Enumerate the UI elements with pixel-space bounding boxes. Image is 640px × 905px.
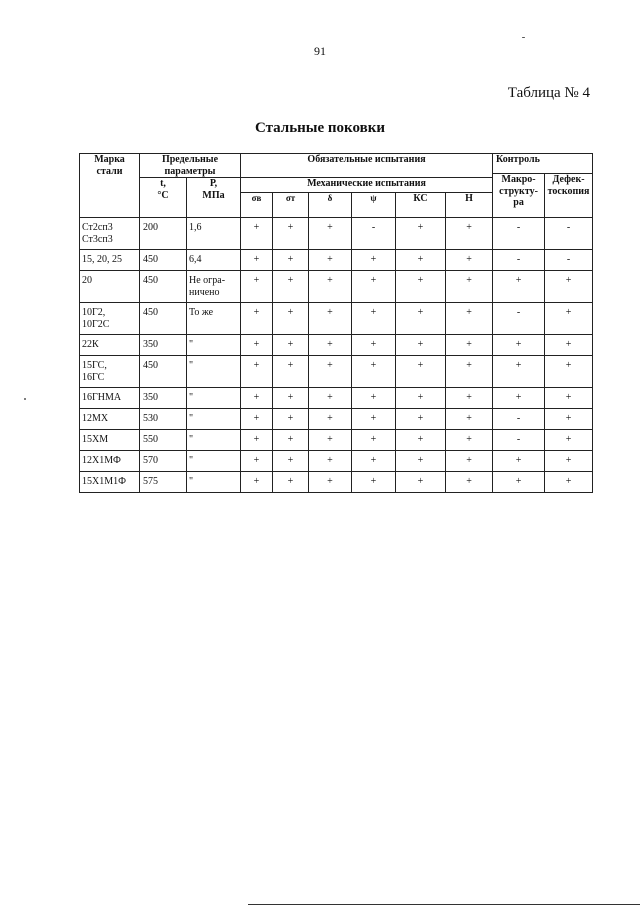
cell-kc: + <box>396 271 446 303</box>
cell-grade: 20 <box>80 271 140 303</box>
cell-sigma-t: + <box>273 271 309 303</box>
cell-h: + <box>446 356 493 388</box>
cell-grade: 15ГС, 16ГС <box>80 356 140 388</box>
cell-kc: + <box>396 250 446 271</box>
cell-delta: + <box>309 250 352 271</box>
cell-h: + <box>446 218 493 250</box>
cell-h: + <box>446 472 493 493</box>
cell-delta: + <box>309 271 352 303</box>
table-row <box>80 430 593 451</box>
cell-pressure: " <box>187 430 241 451</box>
table-row <box>80 451 593 472</box>
header-h: Н <box>446 193 493 218</box>
document-title: Стальные поковки <box>254 120 386 136</box>
header-mechanical-tests: Механические испытания <box>241 178 493 193</box>
cell-kc: + <box>396 409 446 430</box>
cell-macrostructure: - <box>493 250 545 271</box>
cell-sigma-v: + <box>241 218 273 250</box>
cell-grade: Ст2сп3 Ст3сп3 <box>80 218 140 250</box>
cell-macrostructure: + <box>493 335 545 356</box>
cell-temperature: 570 <box>140 451 187 472</box>
cell-h: + <box>446 335 493 356</box>
cell-defectoscopy: + <box>545 430 593 451</box>
cell-h: + <box>446 430 493 451</box>
cell-h: + <box>446 250 493 271</box>
table-row <box>80 356 593 388</box>
cell-sigma-t: + <box>273 303 309 335</box>
cell-pressure: Не огра- ничено <box>187 271 241 303</box>
cell-macrostructure: + <box>493 356 545 388</box>
cell-pressure: " <box>187 388 241 409</box>
cell-psi: + <box>352 303 396 335</box>
cell-psi: + <box>352 356 396 388</box>
table-row <box>80 335 593 356</box>
table-row <box>80 218 593 250</box>
cell-sigma-v: + <box>241 388 273 409</box>
cell-h: + <box>446 388 493 409</box>
cell-defectoscopy: + <box>545 335 593 356</box>
cell-temperature: 530 <box>140 409 187 430</box>
cell-grade: 15ХМ <box>80 430 140 451</box>
cell-kc: + <box>396 303 446 335</box>
cell-defectoscopy: - <box>545 218 593 250</box>
cell-h: + <box>446 271 493 303</box>
cell-pressure: 6,4 <box>187 250 241 271</box>
cell-sigma-v: + <box>241 250 273 271</box>
header-limits: Предельные параметры <box>140 154 241 178</box>
cell-sigma-t: + <box>273 430 309 451</box>
cell-grade: 16ГНМА <box>80 388 140 409</box>
cell-delta: + <box>309 303 352 335</box>
steel-forgings-table <box>79 153 593 493</box>
cell-defectoscopy: + <box>545 356 593 388</box>
cell-psi: + <box>352 409 396 430</box>
cell-delta: + <box>309 409 352 430</box>
header-defectoscopy: Дефек- тоскопия <box>545 174 593 218</box>
header-psi: ψ <box>352 193 396 218</box>
cell-delta: + <box>309 388 352 409</box>
cell-pressure: " <box>187 356 241 388</box>
cell-defectoscopy: + <box>545 271 593 303</box>
cell-pressure: " <box>187 472 241 493</box>
cell-grade: 12Х1МФ <box>80 451 140 472</box>
header-sigma-t: σт <box>273 193 309 218</box>
cell-temperature: 450 <box>140 250 187 271</box>
table-row <box>80 250 593 271</box>
cell-delta: + <box>309 451 352 472</box>
cell-sigma-t: + <box>273 250 309 271</box>
cell-sigma-v: + <box>241 335 273 356</box>
cell-temperature: 450 <box>140 271 187 303</box>
cell-kc: + <box>396 430 446 451</box>
cell-temperature: 200 <box>140 218 187 250</box>
header-temperature: t, °С <box>140 178 187 218</box>
cell-grade: 15, 20, 25 <box>80 250 140 271</box>
header-sigma-v: σв <box>241 193 273 218</box>
cell-defectoscopy: + <box>545 409 593 430</box>
cell-pressure: То же <box>187 303 241 335</box>
cell-psi: + <box>352 388 396 409</box>
cell-h: + <box>446 303 493 335</box>
cell-temperature: 450 <box>140 303 187 335</box>
cell-sigma-v: + <box>241 451 273 472</box>
table-row <box>80 409 593 430</box>
cell-sigma-t: + <box>273 218 309 250</box>
cell-defectoscopy: + <box>545 388 593 409</box>
header-kc: КС <box>396 193 446 218</box>
cell-sigma-t: + <box>273 409 309 430</box>
cell-psi: + <box>352 430 396 451</box>
cell-grade: 22К <box>80 335 140 356</box>
header-pressure: Р, МПа <box>187 178 241 218</box>
scan-speck <box>24 398 26 400</box>
table-row <box>80 472 593 493</box>
cell-psi: + <box>352 451 396 472</box>
cell-sigma-t: + <box>273 388 309 409</box>
header-control: Контроль <box>493 154 593 174</box>
cell-temperature: 350 <box>140 388 187 409</box>
cell-defectoscopy: + <box>545 303 593 335</box>
cell-sigma-t: + <box>273 451 309 472</box>
cell-kc: + <box>396 472 446 493</box>
cell-temperature: 575 <box>140 472 187 493</box>
cell-sigma-t: + <box>273 335 309 356</box>
cell-kc: + <box>396 388 446 409</box>
table-row <box>80 388 593 409</box>
cell-sigma-v: + <box>241 271 273 303</box>
cell-pressure: 1,6 <box>187 218 241 250</box>
cell-macrostructure: - <box>493 303 545 335</box>
page-number: 91 <box>314 44 326 58</box>
table-row <box>80 303 593 335</box>
table-label: Таблица № 4 <box>507 85 590 101</box>
cell-psi: - <box>352 218 396 250</box>
cell-delta: + <box>309 218 352 250</box>
cell-grade: 10Г2, 10Г2С <box>80 303 140 335</box>
cell-grade: 12МХ <box>80 409 140 430</box>
cell-kc: + <box>396 451 446 472</box>
cell-psi: + <box>352 335 396 356</box>
cell-sigma-v: + <box>241 430 273 451</box>
cell-macrostructure: - <box>493 409 545 430</box>
cell-sigma-t: + <box>273 472 309 493</box>
table-row <box>80 271 593 303</box>
header-grade: Марка стали <box>80 154 140 218</box>
cell-macrostructure: + <box>493 388 545 409</box>
cell-sigma-v: + <box>241 409 273 430</box>
cell-psi: + <box>352 271 396 303</box>
cell-kc: + <box>396 356 446 388</box>
cell-kc: + <box>396 335 446 356</box>
cell-pressure: " <box>187 451 241 472</box>
cell-macrostructure: - <box>493 218 545 250</box>
header-mandatory-tests: Обязательные испытания <box>241 154 493 178</box>
cell-macrostructure: + <box>493 451 545 472</box>
header-delta: δ <box>309 193 352 218</box>
scan-speck <box>522 37 525 38</box>
cell-grade: 15Х1М1Ф <box>80 472 140 493</box>
cell-delta: + <box>309 430 352 451</box>
cell-macrostructure: - <box>493 430 545 451</box>
cell-macrostructure: + <box>493 271 545 303</box>
cell-macrostructure: + <box>493 472 545 493</box>
cell-pressure: " <box>187 335 241 356</box>
cell-temperature: 550 <box>140 430 187 451</box>
cell-defectoscopy: - <box>545 250 593 271</box>
cell-sigma-v: + <box>241 303 273 335</box>
table-body <box>80 218 593 493</box>
cell-h: + <box>446 409 493 430</box>
cell-sigma-v: + <box>241 472 273 493</box>
cell-delta: + <box>309 335 352 356</box>
cell-defectoscopy: + <box>545 451 593 472</box>
cell-kc: + <box>396 218 446 250</box>
cell-temperature: 450 <box>140 356 187 388</box>
header-macrostructure: Макро- структу- ра <box>493 174 545 218</box>
cell-psi: + <box>352 250 396 271</box>
cell-sigma-t: + <box>273 356 309 388</box>
cell-sigma-v: + <box>241 356 273 388</box>
cell-temperature: 350 <box>140 335 187 356</box>
cell-h: + <box>446 451 493 472</box>
cell-delta: + <box>309 472 352 493</box>
cell-psi: + <box>352 472 396 493</box>
cell-delta: + <box>309 356 352 388</box>
cell-pressure: " <box>187 409 241 430</box>
cell-defectoscopy: + <box>545 472 593 493</box>
